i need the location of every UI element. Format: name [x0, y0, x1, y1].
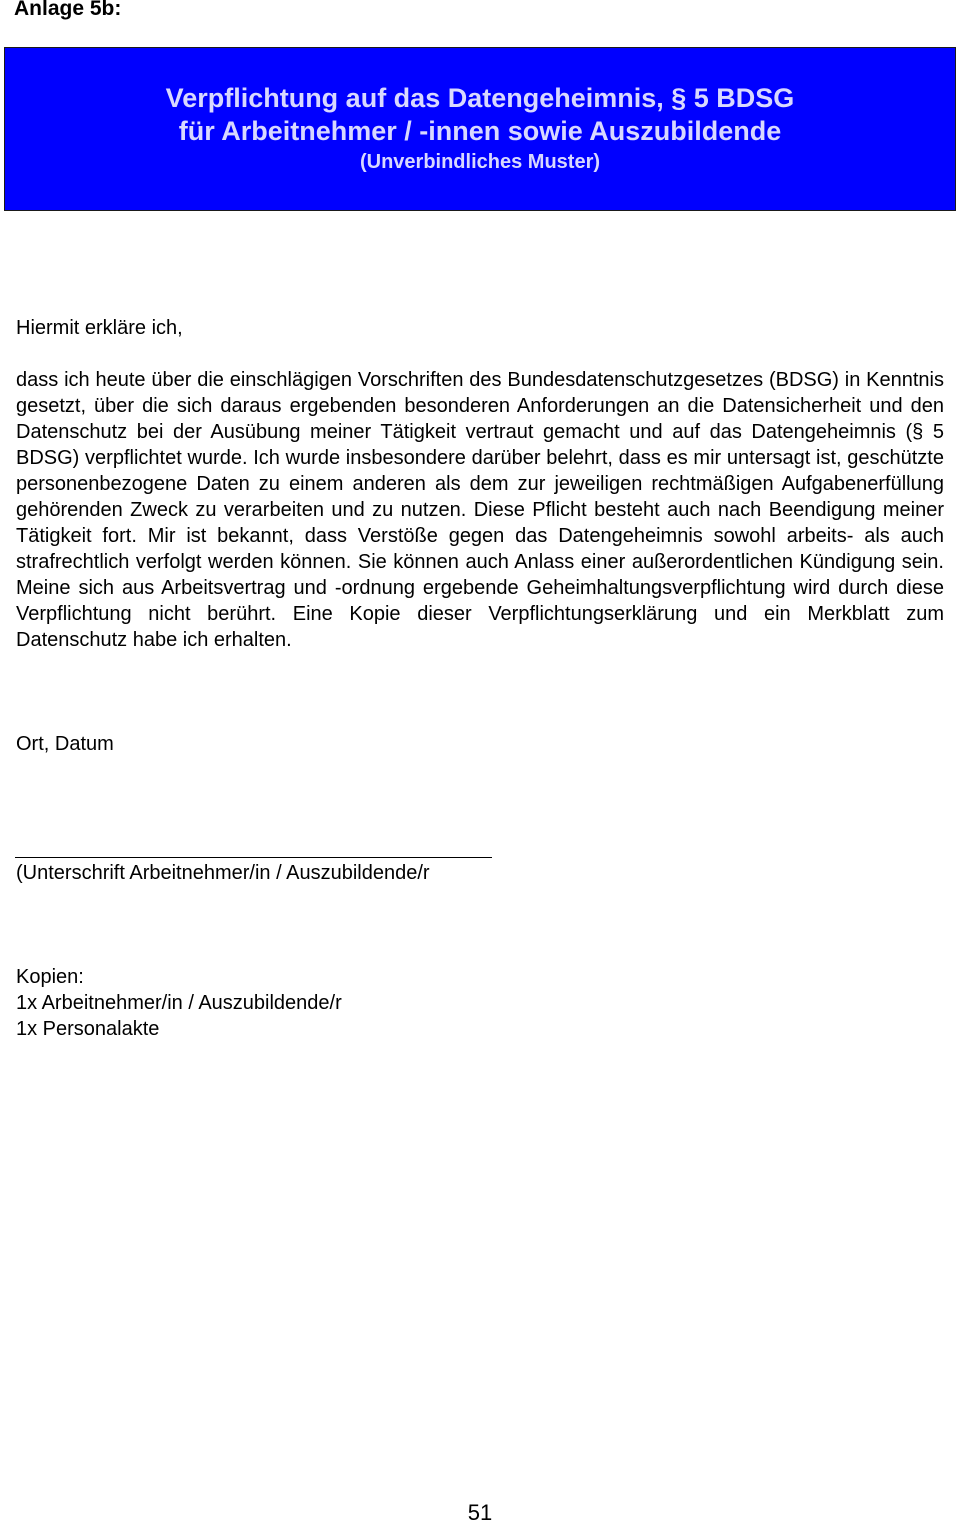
declaration-paragraph: dass ich heute über die einschlägigen Vorschriften des Bundesdatenschutzgesetzes (BDSG) in Kenntnis gesetzt, über die sich daraus ergebenden besonderen Anforderungen an die Datensicherheit und den Datenschutz bei der Ausübung meiner Tätigkeit vertraut gemacht und auf das Datengeheimnis (§ 5 BDSG) verpflichtet wurde. Ich wurde insbesondere darüber belehrt, dass es mir untersagt ist, geschützte personenbezogene Daten zu einem anderen als dem zur jeweiligen rechtmäßigen Aufgabenerfüllung gehörenden Zweck zu verarbeiten und zu nutzen. Diese Pflicht besteht auch nach Beendigung meiner Tätigkeit fort. Mir ist bekannt, dass Verstöße gegen das Datengeheimnis sowohl arbeits- als auch strafrechtlich verfolgt werden können. Sie können auch Anlass einer außerordentlichen Kündigung sein. Meine sich aus Arbeitsvertrag und -ordnung ergebende Geheimhaltungsverpflichtung wird durch diese Verpflichtung nicht berührt. Eine Kopie dieser Verpflichtungserklärung und ein Merkblatt zum Datenschutz habe ich erhalten. — [16, 369, 944, 651]
page-number: 51 — [467, 1500, 493, 1525]
place-date-label: Ort, Datum — [16, 733, 114, 755]
subtitle: (Unverbindliches Muster) — [359, 151, 601, 173]
title-line-1: Verpflichtung auf das Datengeheimnis, § 5 BDSG — [165, 83, 795, 113]
intro-text: Hiermit erkläre ich, — [16, 317, 183, 339]
copies-item: 1x Personalakte — [16, 1018, 160, 1040]
signature-label: (Unterschrift Arbeitnehmer/in / Auszubildende/r — [16, 862, 430, 884]
copies-item: 1x Arbeitnehmer/in / Auszubildende/r — [16, 992, 342, 1014]
title-box — [4, 47, 956, 211]
copies-block — [16, 964, 342, 1042]
title-line-2: für Arbeitnehmer / -innen sowie Auszubildende — [178, 116, 782, 146]
signature-line — [15, 857, 492, 858]
attachment-label: Anlage 5b: — [14, 0, 122, 20]
copies-heading: Kopien: — [16, 966, 84, 988]
